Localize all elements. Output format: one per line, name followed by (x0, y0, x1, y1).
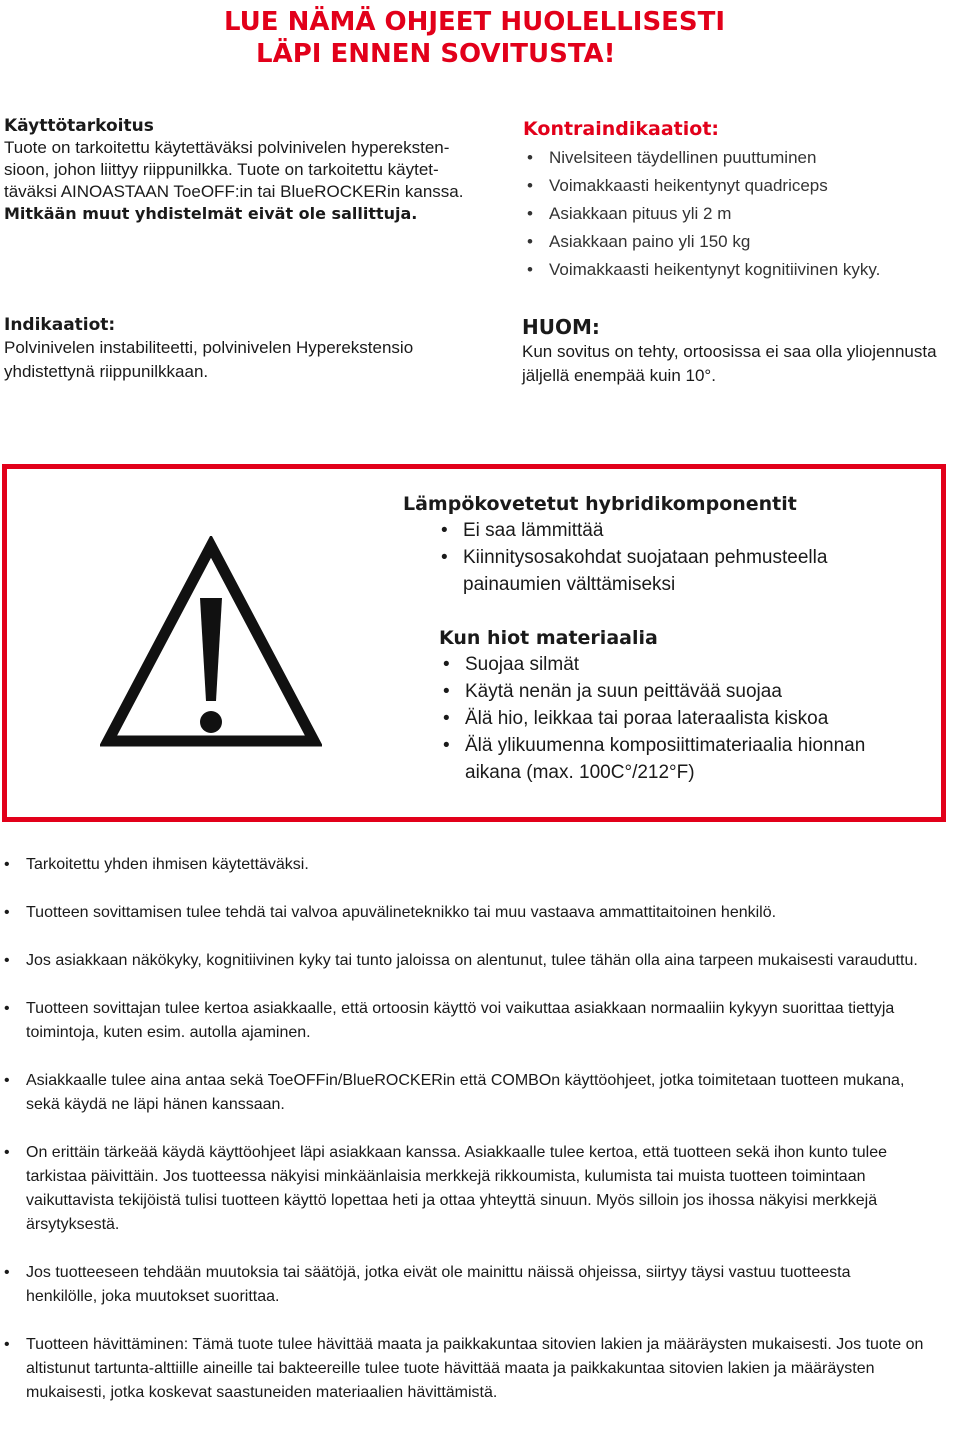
indications-line-2: yhdistettynä riippunilkkaan. (4, 362, 209, 381)
list-item: • Asiakkaalle tulee aina antaa sekä ToeOFFin/BlueROCKERin että COMBOn käyttöohjeet, jotka toimitetaan tuotteen mukana, sekä käydä ne läpi hänen kanssaan. (0, 1069, 924, 1117)
heat-cured-section (403, 491, 923, 598)
indications-heading: Indikaatiot: (4, 315, 116, 335)
intended-use-heading: Käyttötarkoitus (4, 116, 154, 136)
title-line-2: LÄPI ENNEN SOVITUSTA! (256, 39, 616, 69)
list-item: • Suojaa silmät (439, 651, 919, 678)
note-section (522, 314, 952, 388)
grinding-section (439, 625, 919, 786)
list-item: • Voimakkaasti heikentynyt quadriceps (523, 172, 953, 200)
note-heading: HUOM: (522, 315, 600, 339)
page-title (224, 6, 744, 70)
intended-use-line-3: täväksi AINOASTAAN ToeOFF:in tai BlueROCKERin kanssa. (4, 182, 464, 201)
list-item: • Jos tuotteeseen tehdään muutoksia tai säätöjä, jotka eivät ole mainittu näissä ohjeissa, siirtyy täysi vastuu tuotteesta henkilölle, joka muutokset suorittaa. (0, 1261, 924, 1309)
grinding-list (439, 651, 919, 786)
list-item: • On erittäin tärkeää käydä käyttöohjeet läpi asiakkaan kanssa. Asiakkaalle tulee kertoa, että tuotteen sekä ihon kunto tulee tarkistaa päivittäin. Jos tuotteessa näkyisi minkäänlaisia merkkejä rikkoumista, kulumista tai muista tuotteen toimintaan vaikuttavista tekijöistä tulisi tuotteen käyttö lopettaa heti ja ottaa yhteyttä sinuun. Myös silloin jos ihossa näkyisi merkkejä ärsytyksestä. (0, 1141, 924, 1237)
intended-use-section (4, 115, 474, 225)
heat-cured-heading: Lämpökovetetut hybridikomponentit (403, 493, 797, 515)
indications-line-1: Polvinivelen instabiliteetti, polvinivelen Hyperekstensio (4, 338, 414, 357)
list-item: • Älä hio, leikkaa tai poraa lateraalista kiskoa (439, 705, 919, 732)
note-line-1: Kun sovitus on tehty, ortoosissa ei saa olla yliojennusta (522, 342, 937, 361)
warning-box (2, 464, 946, 822)
list-item: • Älä ylikuumenna komposiittimateriaalia hionnan aikana (max. 100C°/212°F) (439, 732, 905, 786)
instructions-list (0, 853, 924, 1429)
list-item: • Nivelsiteen täydellinen puuttuminen (523, 144, 953, 172)
indications-section (4, 314, 474, 384)
list-item: • Voimakkaasti heikentynyt kognitiivinen kyky. (523, 256, 953, 284)
list-item: • Tuotteen sovittamisen tulee tehdä tai valvoa apuvälineteknikko tai muu vastaava ammattitaitoinen henkilö. (0, 901, 924, 925)
list-item: • Asiakkaan paino yli 150 kg (523, 228, 953, 256)
contraindications-section (523, 116, 953, 284)
grinding-heading: Kun hiot materiaalia (439, 627, 658, 649)
list-item: • Kiinnitysosakohdat suojataan pehmusteella painaumien välttämiseksi (437, 544, 893, 598)
contraindications-list (523, 144, 953, 284)
list-item: • Asiakkaan pituus yli 2 m (523, 200, 953, 228)
list-item: • Tarkoitettu yhden ihmisen käytettäväksi. (0, 853, 924, 877)
list-item: • Käytä nenän ja suun peittävää suojaa (439, 678, 919, 705)
list-item: • Ei saa lämmittää (437, 517, 923, 544)
list-item: • Tuotteen hävittäminen: Tämä tuote tulee hävittää maata ja paikkakuntaa sitovien lakien ja määräysten mukaisesti. Jos tuote on altistunut tartunta-alttiille aineille tai bakteereille tulee tuote hävittää maata ja paikkakuntaa sitovien lakien ja määräysten mukaisesti, jotka koskevat saastuneiden materiaalien hävittämistä. (0, 1333, 924, 1405)
intended-use-line-1: Tuote on tarkoitettu käytettäväksi polvinivelen hypereksten- (4, 138, 450, 157)
contraindications-heading: Kontraindikaatiot: (523, 118, 720, 140)
list-item: • Jos asiakkaan näkökyky, kognitiivinen kyky tai tunto jaloissa on alentunut, tulee tähän olla aina tarpeen mukaisesti varauduttu. (0, 949, 924, 973)
heat-cured-list (437, 517, 923, 598)
warning-triangle-icon (100, 536, 322, 751)
note-line-2: jäljellä enempää kuin 10°. (522, 366, 716, 385)
title-line-1: LUE NÄMÄ OHJEET HUOLELLISESTI (224, 7, 726, 37)
list-item: • Tuotteen sovittajan tulee kertoa asiakkaalle, että ortoosin käyttö voi vaikuttaa asiakkaan normaaliin kykyyn suorittaa tiettyja toimintoja, kuten esim. autolla ajaminen. (0, 997, 924, 1045)
intended-use-line-2: sioon, johon liittyy riippunilkka. Tuote on tarkoitettu käytet- (4, 160, 439, 179)
intended-use-bold-line: Mitkään muut yhdistelmät eivät ole sallittuja. (4, 204, 418, 223)
